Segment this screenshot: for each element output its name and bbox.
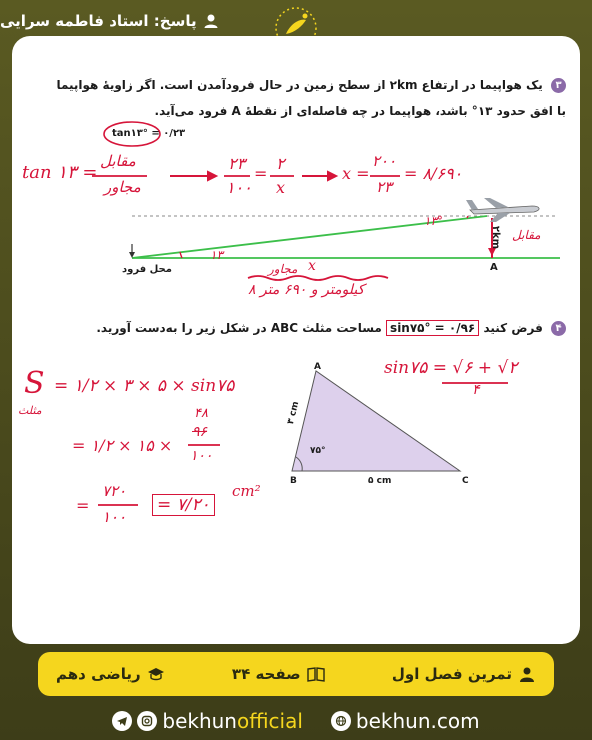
hw-line3-den: ۱۰۰ [102,508,127,526]
hw-opposite: مقابل [100,152,136,170]
footer-page: صفحه ۳۴ [232,665,325,683]
hw-23b: ۲۳ [376,178,393,196]
website-link[interactable]: bekhun.com [331,709,480,733]
hw-adjacent-label: مجاور [268,262,298,276]
graduation-cap-icon [147,665,165,683]
globe-icon [331,711,351,731]
problem-3-line-1: ۳ یک هواپیما در ارتفاع ۲km از سطح زمین در حال فرودآمدن است. اگر زاویهٔ هواپیما [26,78,566,93]
hw-48: ۴۸ [194,406,208,421]
hw-area-line-2: = ۱/۲ × ۱۵ × [72,436,173,455]
vertex-B: B [290,476,297,486]
landing-label: محل فرود [122,264,172,275]
hw-line3-result: = ۷/۲۰ [152,494,215,516]
hw-100: ۱۰۰ [226,178,252,197]
footer-bar [38,652,554,696]
hw-200: ۲۰۰ [372,152,397,170]
hw-2: ۲ [276,154,285,173]
hw-final-answer: ۸ کیلومتر و ۶۹۰ متر [248,282,365,298]
problem-3-line-2: با افق حدود ۱۳° باشد، هواپیما در چه فاصله‌ای از نقطهٔ A فرود می‌آید. [154,104,566,118]
hw-23: ۲۳ [228,154,246,173]
problem-3-given: tan۱۳° = ۰/۲۳ [112,128,186,139]
problem-4-number: ۴ [551,321,566,336]
hw-angle-ground: ۱۳ [210,248,223,262]
hw-unit: cm² [232,482,261,500]
hw-S: S [24,366,45,401]
hw-eq: = [254,164,268,183]
hw-96: ۹۶ [192,424,208,440]
vertex-C: C [462,476,469,486]
book-icon [307,665,325,683]
hw-x-den: x [276,178,286,197]
telegram-icon[interactable] [112,711,132,731]
point-A-label: A [490,262,498,273]
answer-author: پاسخ: استاد فاطمه سرایی [0,12,197,30]
hw-sin-den: ۴ [472,382,480,398]
hw-tan: tan ۱۳ = [22,162,98,183]
social-handle[interactable] [112,709,303,733]
handle-prefix: bekhun [162,709,237,733]
hw-eq-3: = [76,496,90,515]
side-BC-label: ۵ cm [368,476,392,486]
hw-result: = ۸/۶۹۰ [404,164,463,183]
content-card [12,36,580,644]
problem-3-number: ۳ [551,78,566,93]
hw-720: ۷۲۰ [102,482,127,500]
footer-exercise: تمرین فصل اول [392,665,536,683]
handle-suffix: official [236,709,303,733]
height-label: ۲km [490,225,502,250]
problem-4-statement: ۴ فرض کنید sin۷۵° = ۰/۹۶ مساحت مثلث ABC در شکل زیر را به‌دست آورید. [26,320,566,336]
airplane-icon [466,198,539,222]
student-icon [518,665,536,683]
side-AB-label: ۳ cm [285,400,302,426]
hw-opposite-side: مقابل [512,228,541,242]
social-row [0,706,592,736]
hw-sin75: sin۷۵ = √۶ + √۲ [384,358,518,378]
footer-subject: ریاضی دهم [56,665,165,683]
hw-x-eq: x = [342,164,370,183]
problem-4-given: sin۷۵° = ۰/۹۶ [386,320,479,336]
vertex-A: A [314,362,321,372]
hw-x-label: x [308,258,316,274]
instagram-icon[interactable] [137,711,157,731]
hw-line2-den: ۱۰۰ [190,448,213,464]
hw-angle-plane: ۱۳° [424,214,443,228]
hw-adjacent: مجاور [104,178,141,196]
user-icon [203,13,219,29]
hw-S-sub: مثلث [18,404,42,417]
angle-B-label: ۷۵° [310,446,326,456]
hw-area-line-1: = ۱/۲ × ۳ × ۵ × sin۷۵ [54,376,235,396]
